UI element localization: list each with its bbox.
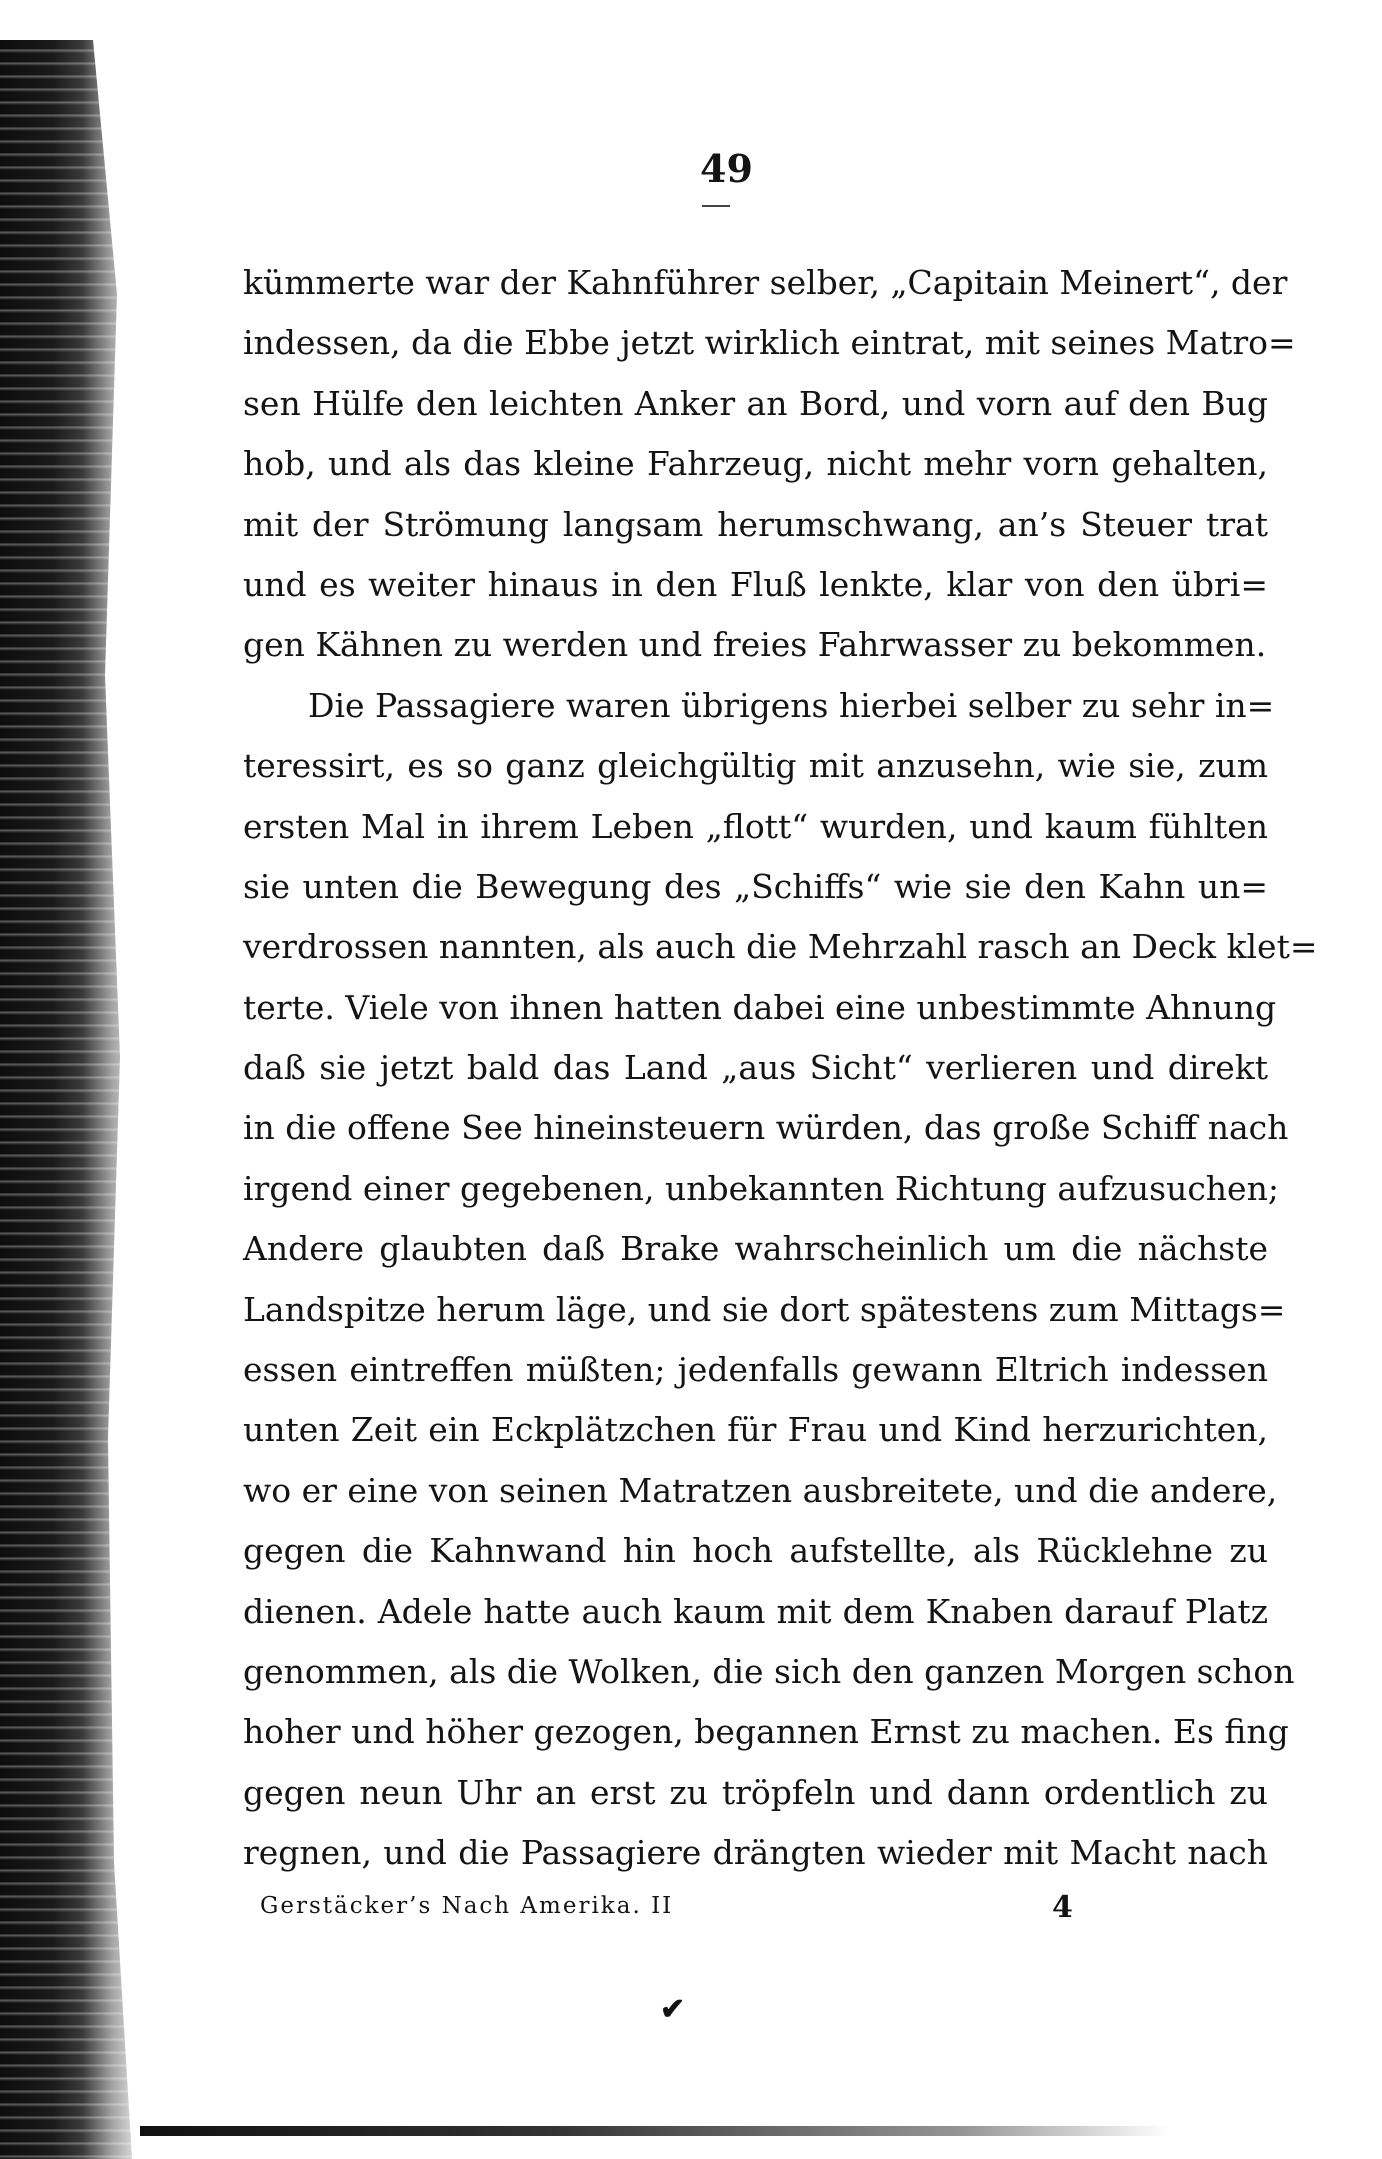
- page-number: 49: [700, 146, 753, 191]
- text-line: sen Hülfe den leichten Anker an Bord, und vorn auf den Bug: [243, 383, 1268, 423]
- text-line: teressirt, es so ganz gleichgültig mit anzusehn, wie sie, zum: [243, 746, 1268, 786]
- text-line: Die Passagiere waren übrigens hierbei selber zu sehr in=: [308, 685, 1275, 725]
- text-line: kümmerte war der Kahnführer selber, „Capitain Meinert“, der: [243, 263, 1288, 302]
- body-text: [243, 253, 1318, 1884]
- text-line: in die offene See hineinsteuern würden, das große Schiff nach: [243, 1108, 1289, 1148]
- text-line: mit der Strömung langsam herumschwang, an’s Steuer trat: [243, 504, 1268, 544]
- text-line: ersten Mal in ihrem Leben „flott“ wurden, und kaum fühlten: [243, 806, 1268, 846]
- footer-signature: Gerstäcker’s Nach Amerika. II: [260, 1893, 674, 1919]
- text-line: terte. Viele von ihnen hatten dabei eine unbestimmte Ahnung: [243, 987, 1277, 1027]
- scan-bottom-shadow: [140, 2126, 1170, 2136]
- scan-binding-shadow: [0, 40, 150, 2159]
- text-line: Andere glaubten daß Brake wahrscheinlich um die nächste: [243, 1229, 1268, 1269]
- text-line: unten Zeit ein Eckplätzchen für Frau und Kind herzurichten,: [243, 1410, 1268, 1450]
- text-line: Landspitze herum läge, und sie dort spätestens zum Mittags=: [243, 1289, 1286, 1329]
- text-line: daß sie jetzt bald das Land „aus Sicht“ verlieren und direkt: [243, 1048, 1268, 1088]
- text-line: hoher und höher gezogen, begannen Ernst zu machen. Es fing: [243, 1712, 1289, 1752]
- sheet-number: 4: [1052, 1890, 1073, 1925]
- text-line: sie unten die Bewegung des „Schiffs“ wie sie den Kahn un=: [243, 866, 1268, 906]
- text-line: irgend einer gegebenen, unbekannten Richtung aufzusuchen;: [243, 1168, 1279, 1208]
- text-line: dienen. Adele hatte auch kaum mit dem Knaben darauf Platz: [243, 1591, 1268, 1631]
- text-line: wo er eine von seinen Matratzen ausbreitete, und die andere,: [243, 1470, 1278, 1510]
- check-mark-icon: ✔: [660, 1992, 686, 2027]
- text-line: hob, und als das kleine Fahrzeug, nicht mehr vorn gehalten,: [243, 444, 1268, 484]
- text-line: verdrossen nannten, als auch die Mehrzahl rasch an Deck klet=: [243, 927, 1318, 967]
- text-line: genommen, als die Wolken, die sich den ganzen Morgen schon: [243, 1651, 1295, 1691]
- text-line: gegen die Kahnwand hin hoch aufstellte, als Rücklehne zu: [243, 1531, 1268, 1571]
- text-line: essen eintreffen müßten; jedenfalls gewann Eltrich indessen: [243, 1350, 1268, 1390]
- text-line: und es weiter hinaus in den Fluß lenkte, klar von den übri=: [243, 564, 1268, 604]
- text-line: gen Kähnen zu werden und freies Fahrwasser zu bekommen.: [243, 625, 1267, 665]
- text-line: regnen, und die Passagiere drängten wieder mit Macht nach: [243, 1833, 1268, 1873]
- page-number-dash: [702, 205, 730, 207]
- text-line: gegen neun Uhr an erst zu tröpfeln und dann ordentlich zu: [243, 1772, 1268, 1812]
- text-line: indessen, da die Ebbe jetzt wirklich eintrat, mit seines Matro=: [243, 323, 1296, 363]
